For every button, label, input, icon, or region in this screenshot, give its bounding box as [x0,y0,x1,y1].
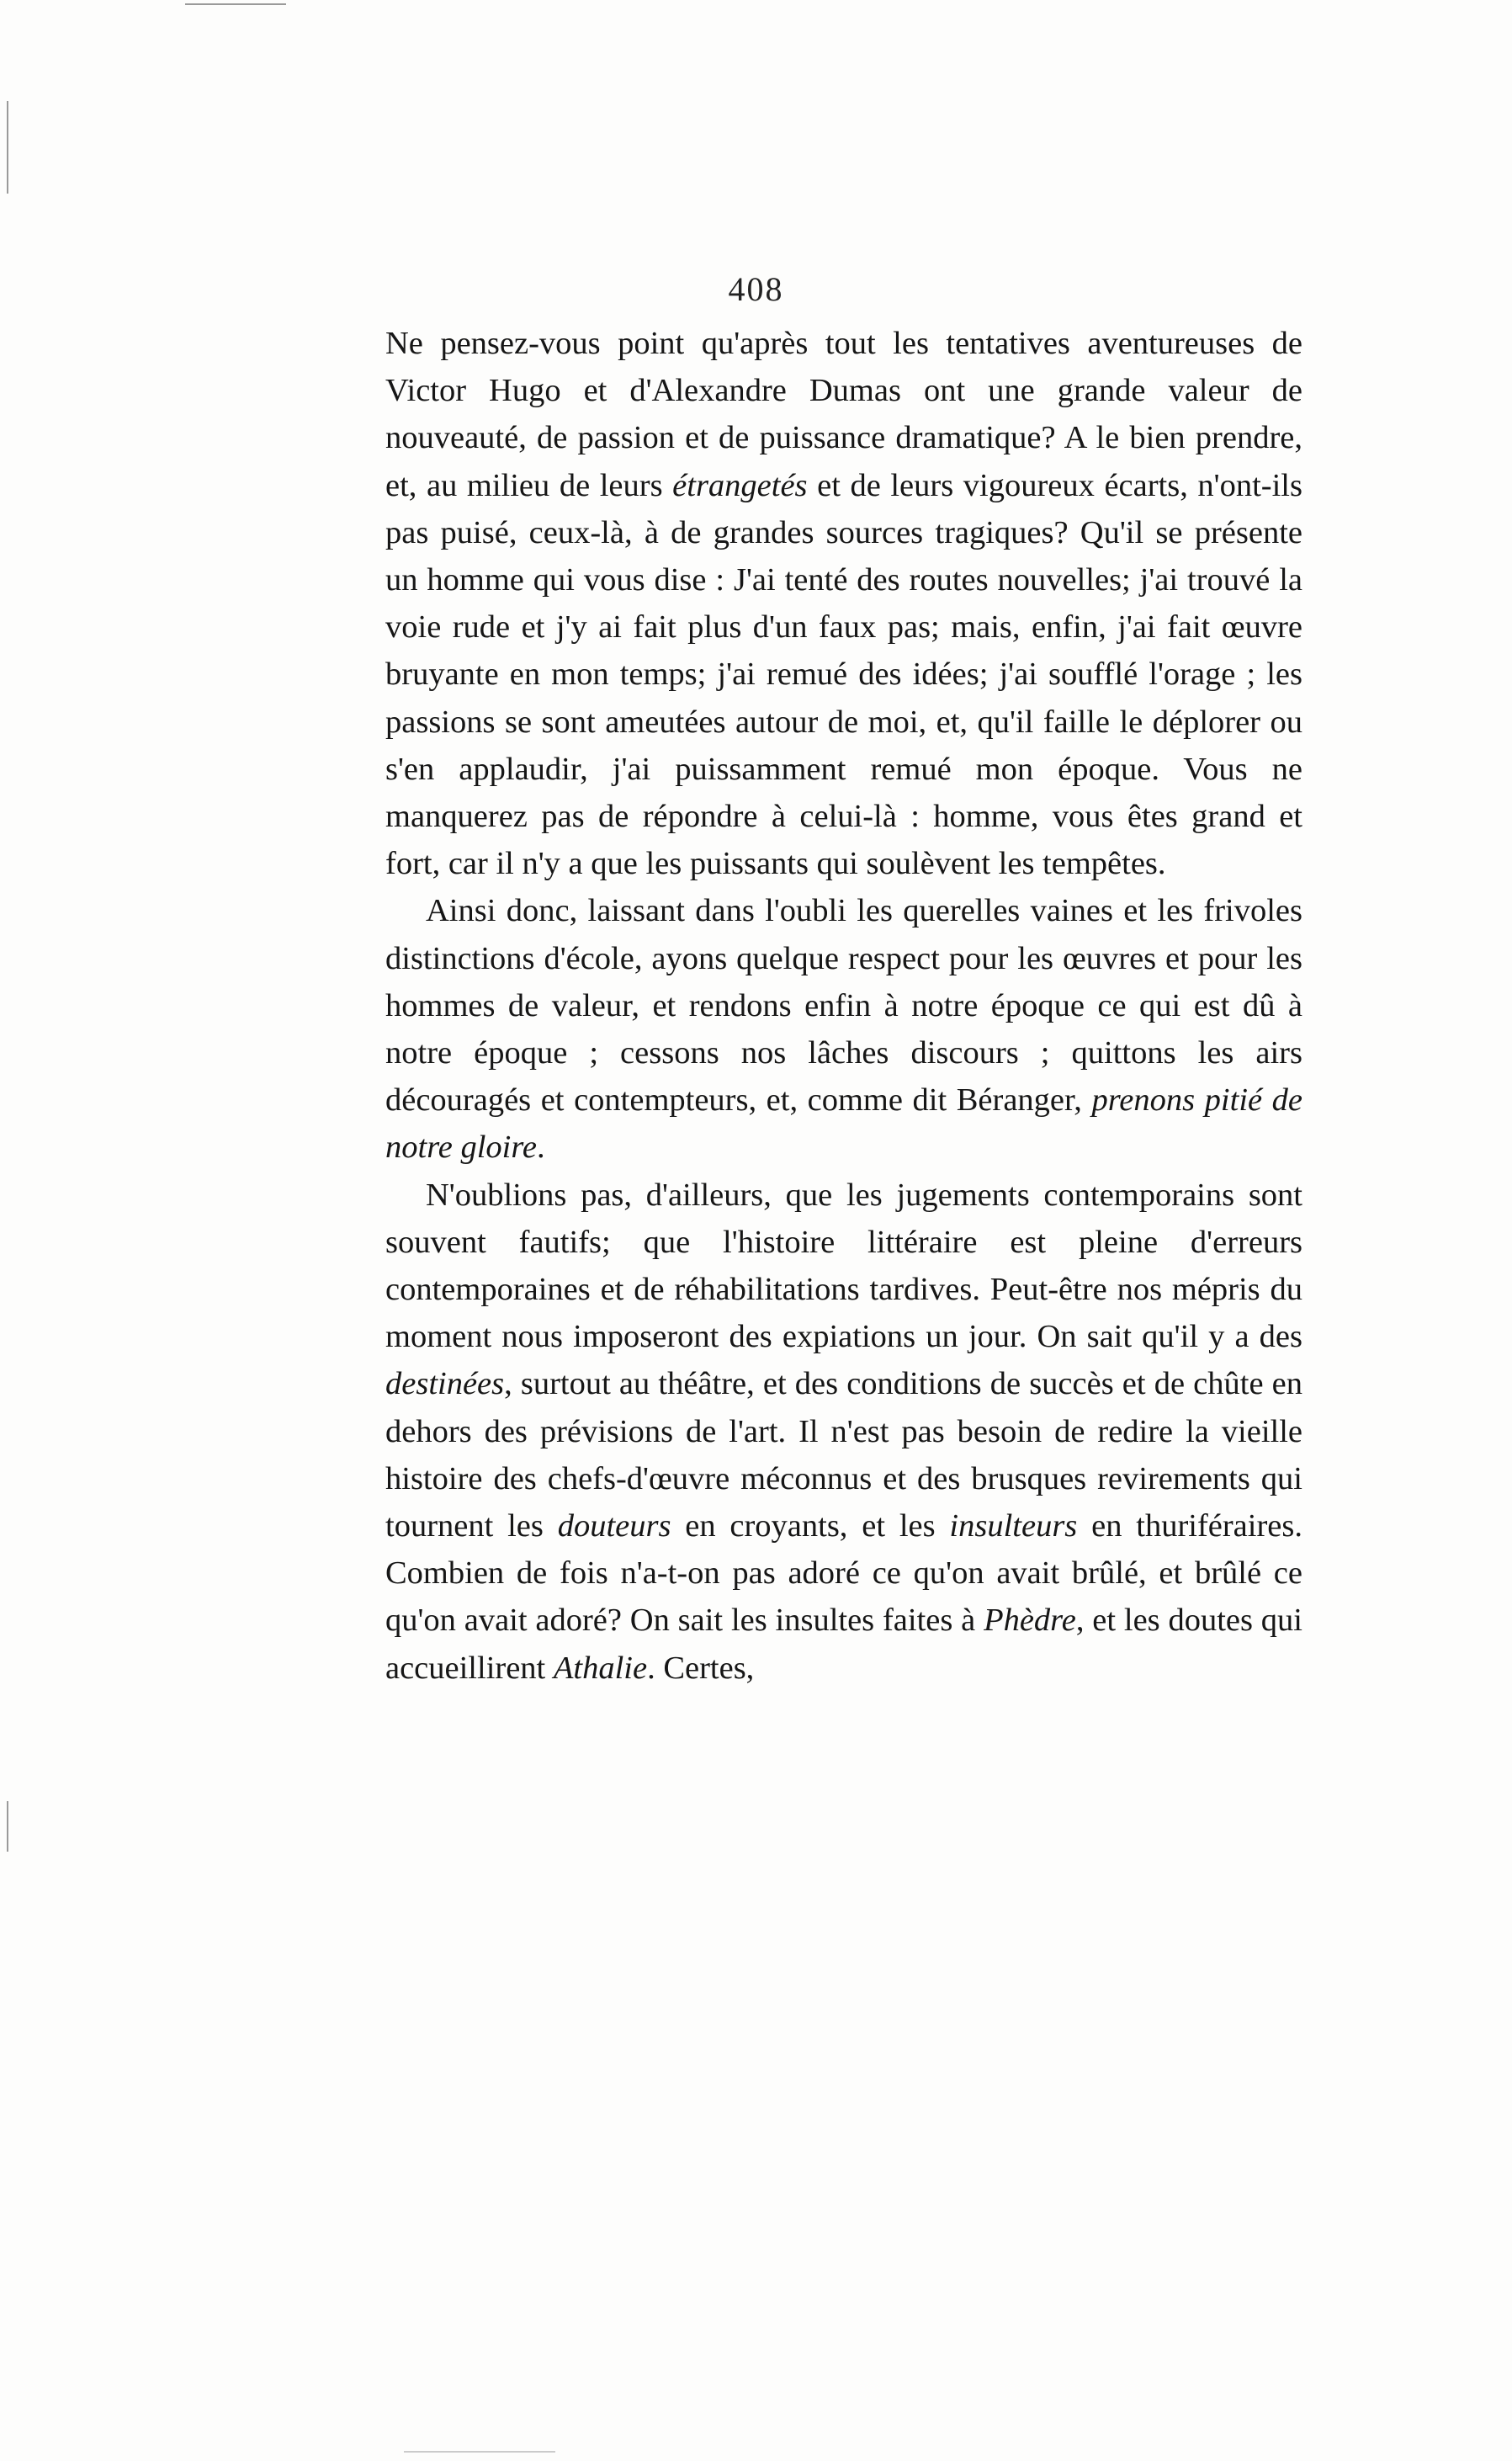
paragraph [385,887,1302,1171]
italic-text: douteurs [557,1508,671,1544]
text-segment: et de leurs vigoureux écarts, n'ont-ils pas puisé, ceux-là, à de grandes sources tragiques? Qu'il se présente un homme qui vous dise : J'ai tenté des routes nouvelles; j'ai trouvé la voie rude et j'y ai fait plus d'un faux pas; mais, enfin, j'ai fait œuvre bruyante en mon temps; j'ai remué des idées; j'ai soufflé l'orage ; les passions se sont ameutées autour de moi, et, qu'il faille le déplorer ou s'en applaudir, j'ai puissamment remué mon époque. Vous ne manquerez pas de répondre à celui-là : homme, vous êtes grand et fort, car il n'y a que les puissants qui soulèvent les tempêtes. [385,467,1302,882]
text-segment: en thuriféraires. Combien de fois n'a-t-on pas adoré ce qu'on avait brûlé, et brûlé ce qu'on avait adoré? On sait les insultes faites à [385,1508,1302,1639]
paragraph [385,1172,1302,1692]
text-segment: , surtout au théâtre, et des conditions de succès et de chûte en dehors des prévisions de l'art. Il n'est pas besoin de redire la vieille histoire des chefs-d'œuvre méconnus et des brusques revirements qui tournent les [385,1366,1302,1544]
italic-text: insulteurs [949,1508,1078,1544]
page-body-text [385,320,1302,1692]
scan-edge-top [185,3,286,5]
scan-edge-left [7,101,8,194]
text-segment: en croyants, et les [671,1508,950,1544]
scan-edge-left-lower [7,1801,8,1852]
italic-text: étrangetés [672,467,808,503]
text-segment: N'oublions pas, d'ailleurs, que les jugements contemporains sont souvent fautifs; que l'histoire littéraire est pleine d'erreurs contemporaines et de réhabilitations tardives. Peut-être nos mépris du moment nous imposeront des expiations un jour. On sait qu'il y a des [385,1177,1302,1355]
text-segment: Ainsi donc, laissant dans l'oubli les querelles vaines et les frivoles distinctions d'école, ayons quelque respect pour les œuvres et pour les hommes de valeur, et rendons enfin à notre époque ce qui est dû à notre époque ; cessons nos lâches discours ; quittons les airs découragés et contempteurs, et, comme dit Béranger, [385,893,1302,1119]
italic-text: Athalie [553,1650,648,1686]
page-number: 408 [728,270,784,308]
italic-text: Phèdre [984,1603,1076,1639]
paragraph [385,320,1302,887]
text-segment: Ne pensez-vous point qu'après tout les tentatives aventureuses de Victor Hugo et d'Alexandre Dumas ont une grande valeur de nouveauté, de passion et de puissance dramatique? A le bien prendre, et, au milieu de leurs [385,326,1302,503]
text-segment: , et les doutes qui accueillirent [385,1603,1302,1686]
text-segment: . [537,1130,545,1166]
scan-edge-bottom [404,2451,555,2453]
text-segment: . Certes, [647,1650,755,1686]
italic-text: prenons pitié de notre gloire [385,1082,1303,1166]
italic-text: destinées [385,1366,505,1402]
